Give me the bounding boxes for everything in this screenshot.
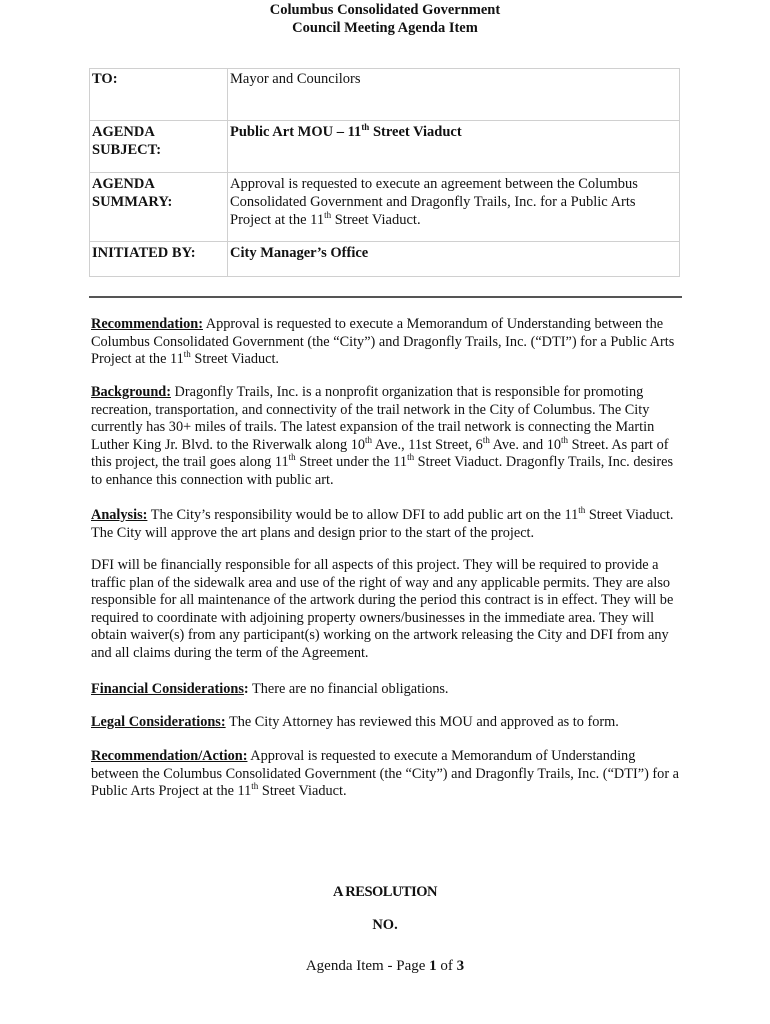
analysis-label: Analysis: xyxy=(91,507,148,523)
recommendation-label: Recommendation: xyxy=(91,316,203,332)
table-row-summary xyxy=(90,173,680,242)
footer-page-total: 3 xyxy=(456,958,465,974)
subject-value: Public Art MOU – 11th Street Viaduct xyxy=(228,121,680,173)
to-label: TO: xyxy=(90,69,228,121)
table-row-initiated xyxy=(90,242,680,277)
recommendation-paragraph: Recommendation: Approval is requested to execute a Memorandum of Understanding between the Columbus Consolidated Government (the “City”) and Dragonfly Trails, Inc. (“DTI”) for a Public Arts Project at the 11th Street Viaduct. xyxy=(91,316,675,368)
legal-paragraph: Legal Considerations: The City Attorney has reviewed this MOU and approved as to form. xyxy=(91,714,619,730)
summary-value: Approval is requested to execute an agreement between the Columbus Consolidated Government and Dragonfly Trails, Inc. for a Public Arts Project at the 11th Street Viaduct. xyxy=(228,173,680,242)
header-document-type: Council Meeting Agenda Item xyxy=(292,20,478,36)
page-footer: Agenda Item - Page 1 of 3 xyxy=(305,958,465,974)
financial-label: Financial Considerations xyxy=(91,681,244,697)
resolution-title: A RESOLUTION xyxy=(333,884,437,900)
initiated-value: City Manager’s Office xyxy=(228,242,680,277)
legal-label: Legal Considerations: xyxy=(91,714,226,730)
footer-page-number: 1 xyxy=(429,958,437,974)
background-paragraph: Background: Dragonfly Trails, Inc. is a nonprofit organization that is responsible for promoting recreation, transportation, and connectivity of the trail network in the City of Columbus. The City currently has 30+ miles of trails. The latest expansion of the trail network is connecting the Martin Luther King Jr. Blvd. to the Riverwalk along 10th Ave., 11st Street, 6th Ave. and 10th Street. As part of this project, the trail goes along 11th Street under the 11th Street Viaduct. Dragonfly Trails, Inc. desires to enhance this connection with public art. xyxy=(91,384,674,488)
financial-paragraph: Financial Considerations: There are no financial obligations. xyxy=(91,681,449,697)
recommendation-action-paragraph: Recommendation/Action: Approval is requested to execute a Memorandum of Understanding between the Columbus Consolidated Government (the “City”) and Dragonfly Trails, Inc. (“DTI”) for a Public Arts Project at the 11th Street Viaduct. xyxy=(91,748,680,800)
recommendation-action-label: Recommendation/Action: xyxy=(91,748,248,764)
table-row-subject xyxy=(90,121,680,173)
background-label: Background: xyxy=(91,384,171,400)
agenda-info-table xyxy=(89,68,680,277)
analysis-paragraph: Analysis: The City’s responsibility would be to allow DFI to add public art on the 11th Street Viaduct. The City will approve the art plans and design prior to the start of the project. xyxy=(91,505,674,541)
summary-label: AGENDA SUMMARY: xyxy=(90,173,228,242)
resolution-number: NO. xyxy=(372,917,398,933)
header-organization: Columbus Consolidated Government xyxy=(269,2,501,18)
subject-label: AGENDA SUBJECT: xyxy=(90,121,228,173)
section-divider xyxy=(89,296,682,298)
dfi-responsibility-paragraph: DFI will be financially responsible for all aspects of this project. They will be required to provide a traffic plan of the sidewalk area and use of the right of way and any applicable permits. They are also responsible for all maintenance of the artwork during the period this contract is in effect. They will be required to coordinate with adjoining property owners/businesses in the immediate area. They will obtain waiver(s) from any participant(s) working on the artwork releasing the City and DFI from any and all claims during the term of the Agreement. xyxy=(91,557,674,661)
initiated-label: INITIATED BY: xyxy=(90,242,228,277)
to-value: Mayor and Councilors xyxy=(228,69,680,121)
document-header xyxy=(0,1,770,37)
table-row-to xyxy=(90,69,680,121)
